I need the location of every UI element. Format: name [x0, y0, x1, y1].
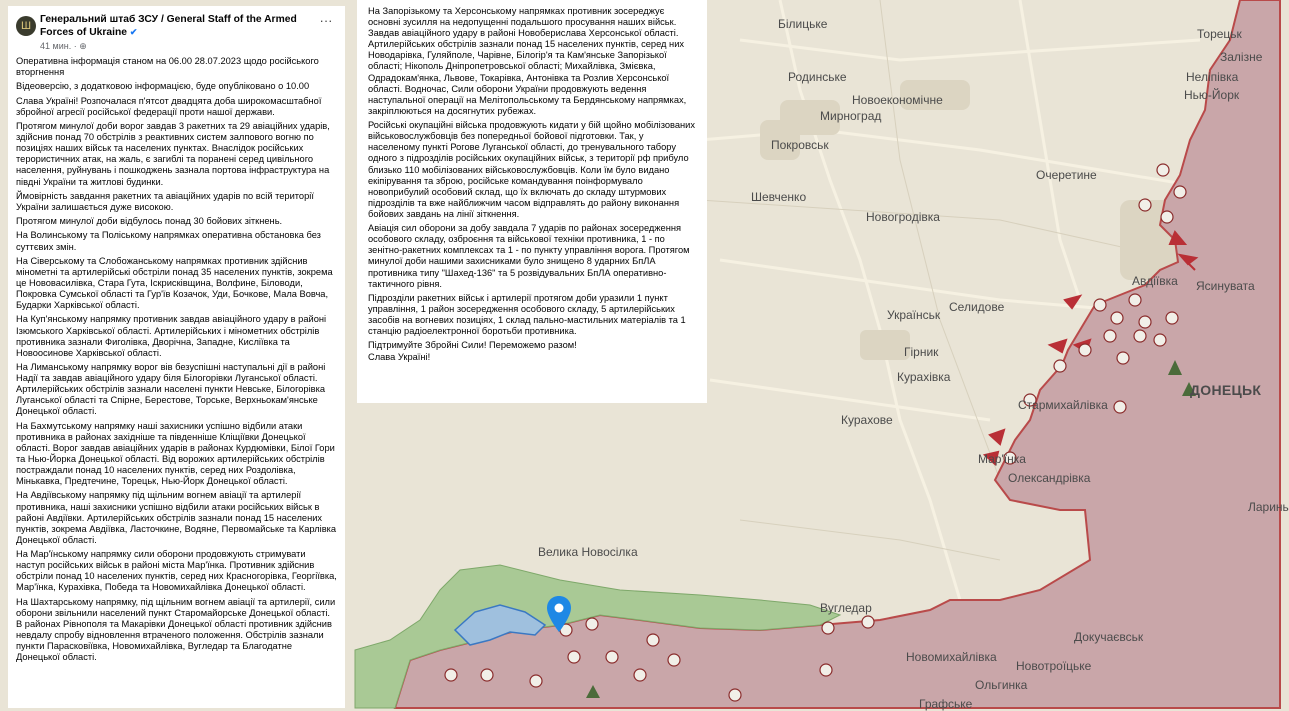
post-paragraph: Оперативна інформація станом на 06.00 28.07.2023 щодо російського вторгнення: [16, 56, 319, 78]
map-place-label[interactable]: Мар'їнка: [978, 452, 1026, 466]
post-paragraph: Слава Україні! Розпочалася п'ятсот двадцята доба широкомасштабної збройної агресії російської федерації проти нашої держави.: [16, 95, 322, 117]
map-place-label[interactable]: Вугледар: [820, 601, 872, 615]
post-paragraph: На Мар'їнському напрямку сили оборони продовжують стримувати наступ російських військ в районі міста Мар'їнка. Противник здійснив обстріли понад 10 населених пунктів, серед них Красногорівка, Георгіївка, Мар'їнка, Курахівка, Победа та Новомихайлівка Донецької області.: [16, 549, 337, 593]
location-pin-icon[interactable]: [547, 596, 571, 632]
post-paragraph: На Волинському та Поліському напрямках оперативна обстановка без суттєвих змін.: [16, 230, 321, 252]
map-place-label[interactable]: Докучаєвськ: [1074, 630, 1144, 644]
map-place-label[interactable]: Родинське: [788, 70, 847, 84]
page-name[interactable]: Генеральний штаб ЗСУ / General Staff of the Armed Forces of Ukraine ✔: [40, 14, 297, 38]
map-place-label[interactable]: Курахівка: [897, 370, 951, 384]
post-card-continuation: [357, 0, 707, 403]
post-meta: 41 мин. · ⊕: [40, 41, 87, 51]
post-paragraph: На Запорізькому та Херсонському напрямках противник зосереджує основні зусилля на недопущенні подальшого просування наших військ. Завдав авіаційного удару в районі Новоберислава Херсонської області. Артилерійських обстрілів зазнали понад 15 населених пунктів, серед них Новодарівка, Гуляйполе, Чарівне, Білогір'я та Кам'янське Запорізької області; Нікополь Дніпропетровської області; Михайлівка, Змієвка, Одрадокам'янка, Львове, Токарівка, Антонівка та Розлив Херсонської області. Водночас, Сили оборони України продовжують ведення наступальної операції на Мелітопольському та Бердянському напрямках, закріплюються на досягнутих рубежах.: [368, 6, 687, 116]
post-paragraph: На Куп'янському напрямку противник завдав авіаційного удару в районі Ізюмського Харківської області. Артилерійських і мінометних обстрілів противника зазнали Фиголівка, Дворічна, Западне, Кисліївка та Новоосинове Харківської області.: [16, 314, 327, 358]
map-place-label[interactable]: Українськ: [887, 308, 941, 322]
post-paragraph: Відеоверсію, з додатковою інформацією, буде опубліковано о 10.00: [16, 81, 310, 92]
post-paragraph: На Сіверському та Слобожанському напрямках противник здійснив мінометні та артилерійські обстріли понад 35 населених пунктів, зокрема це Нововасилівка, Стара Гута, Іскрисківщина, Волфине, Біловоди, Покровка Сумської області та Гур'їв Козачок, Уди, Бочкове, Мала Вовча, Бударки Харківської області.: [16, 255, 333, 311]
map-place-label[interactable]: Торецьк: [1197, 27, 1242, 41]
post-paragraph: На Авдіївському напрямку під щільним вогнем авіації та артилерії противника, наші захисники успішно відбили атаки російських військ в районі Авдіївки. Артилерійських обстрілів зазнали понад 15 населених пунктів, зокрема Авдіївка, Ласточкине, Водяне, Первомайське та Карлівка Донецької області.: [16, 490, 337, 545]
map-place-label[interactable]: Олександрівка: [1008, 471, 1091, 485]
map-place-label[interactable]: Залізне: [1220, 50, 1263, 64]
map-place-label[interactable]: Ларинь: [1248, 500, 1289, 514]
post-paragraph: Протягом минулої доби ворог завдав 3 ракетних та 29 авіаційних ударів, здійснив понад 70 обстрілів з реактивних систем залпового вогню по позиціях наших військ та населених пунктах. Внаслідок російських терористичних атак, на жаль, є загиблі та поранені серед цивільного населення, руйнувань і пошкоджень зазнала портова інфраструктура на півдні України та житлові будинки.: [16, 121, 330, 187]
map-place-label[interactable]: Очеретине: [1036, 168, 1097, 182]
post-paragraph: На Лиманському напрямку ворог вів безуспішні наступальні дії в районі Надії та завдав авіаційного удару біля Білогорівки Луганської області. Артилерійських обстрілів зазнали населені пункти Невське, Білогорівка Луганської області та Спірне, Берестове, Торське, Верхньокам'янське Донецької області.: [16, 362, 326, 417]
map-place-label[interactable]: Покровськ: [771, 138, 829, 152]
post-paragraph: Російські окупаційні війська продовжують кидати у бій щойно мобілізованих військовослужбовців без попередньої бойової підготовки. Так, у населеному пункті Рогове Луганської області, до тренувального табору одного з підрозділів російських окупаційних військ, з території рф прибуло близько 110 мобілізованих військовослужбовців. Коли їм було видано екіпірування та зброю, російське командування поінформувало новоприбулий особовий склад, що їх включать до складу штурмових підрозділів та вже найближчим часом відправлять до району виконання бойових завдань на лінії зіткнення.: [368, 120, 696, 219]
map-place-label[interactable]: Шевченко: [751, 190, 807, 204]
post-paragraph: На Шахтарському напрямку, під щільним вогнем авіації та артилерії, сили оборони звільнили населений пункт Старомайорське Донецької області. В районах Рівнополя та Макарівки Донецької області противник здійснив невдалу спробу відновлення втраченого положення. Обстрілів зазнали пункти Парасковіївка, Новомихайлівка, Вугледар та Благодатне Донецької області.: [16, 596, 336, 663]
globe-icon: ⊕: [79, 41, 87, 51]
map-place-label[interactable]: Мирноград: [820, 109, 882, 123]
map-place-label[interactable]: Новомихайлівка: [906, 650, 997, 664]
map-place-label[interactable]: Ясинувата: [1196, 279, 1255, 293]
post-paragraph: Авіація сил оборони за добу завдала 7 ударів по районах зосередження особового складу, озброєння та військової техніки противника, 1 - по зенітно-ракетних комплексах та 1 - по пункту управління ворога. Протягом минулої доби нашими захисниками було знищено 8 ударних БпЛА противника типу "Шахед-136" та 5 розвідувальних БпЛА оперативно-тактичного рівня.: [368, 223, 690, 289]
post-paragraph: Підрозділи ракетних військ і артилерії протягом доби уразили 1 пункт управління, 1 район зосередження особового складу, 5 артилерійських засобів на вогневих позиціях, 1 склад пально-мастильних матеріалів та 1 станцію радіоелектронної боротьби противника.: [368, 292, 686, 337]
map-place-label[interactable]: Курахове: [841, 413, 893, 427]
map-place-label[interactable]: Білицьке: [778, 17, 828, 31]
post-paragraph: Ймовірність завдання ракетних та авіаційних ударів по всій території України залишається дуже високою.: [16, 190, 314, 212]
map-place-label[interactable]: Неліпівка: [1186, 70, 1239, 84]
post-paragraph: Протягом минулої доби відбулось понад 30 бойових зіткнень.: [16, 216, 283, 227]
map-place-label[interactable]: Стармихайлівка: [1018, 398, 1108, 412]
post-header: [16, 14, 337, 56]
map-place-label[interactable]: Графське: [919, 697, 973, 711]
map-place-label[interactable]: Гірник: [904, 345, 939, 359]
post-card-left: [8, 6, 345, 708]
map-place-label[interactable]: Новоекономічне: [852, 93, 943, 107]
map-place-label[interactable]: Селидове: [949, 300, 1005, 314]
map-place-label[interactable]: Новотроїцьке: [1016, 659, 1092, 673]
map-place-label[interactable]: Новогродівка: [866, 210, 940, 224]
map-place-label[interactable]: Авдіївка: [1132, 274, 1178, 288]
post-time[interactable]: 41 мин.: [40, 41, 72, 51]
page-avatar[interactable]: Ш: [16, 16, 36, 36]
post-body-continuation: [368, 6, 697, 363]
post-paragraph: Підтримуйте Збройні Сили! Переможемо разом! Слава Україні!: [368, 340, 577, 362]
map-place-label[interactable]: Ольгинка: [975, 678, 1028, 692]
post-paragraph: На Бахмутському напрямку наші захисники успішно відбили атаки противника в районах західніше та південніше Кліщіївки Донецької області. Ворог завдав авіаційних ударів в районах Курдюмівки, Білої Гори та Нью-Йорка Донецької області. Від ворожих артилерійських обстрілів постраждали понад 10 населених пунктів, серед них Роздолівка, Мінькавка, Предтечине, Торецьк, Нью-Йорк Донецької області.: [16, 420, 335, 487]
verified-badge-icon: ✔: [129, 27, 138, 37]
more-options-icon[interactable]: ···: [319, 13, 333, 28]
post-body-left: [16, 56, 337, 663]
map-place-label[interactable]: ДОНЕЦЬК: [1190, 382, 1262, 398]
map-place-label[interactable]: Велика Новосілка: [538, 545, 638, 559]
map-place-label[interactable]: Нью-Йорк: [1184, 88, 1240, 102]
